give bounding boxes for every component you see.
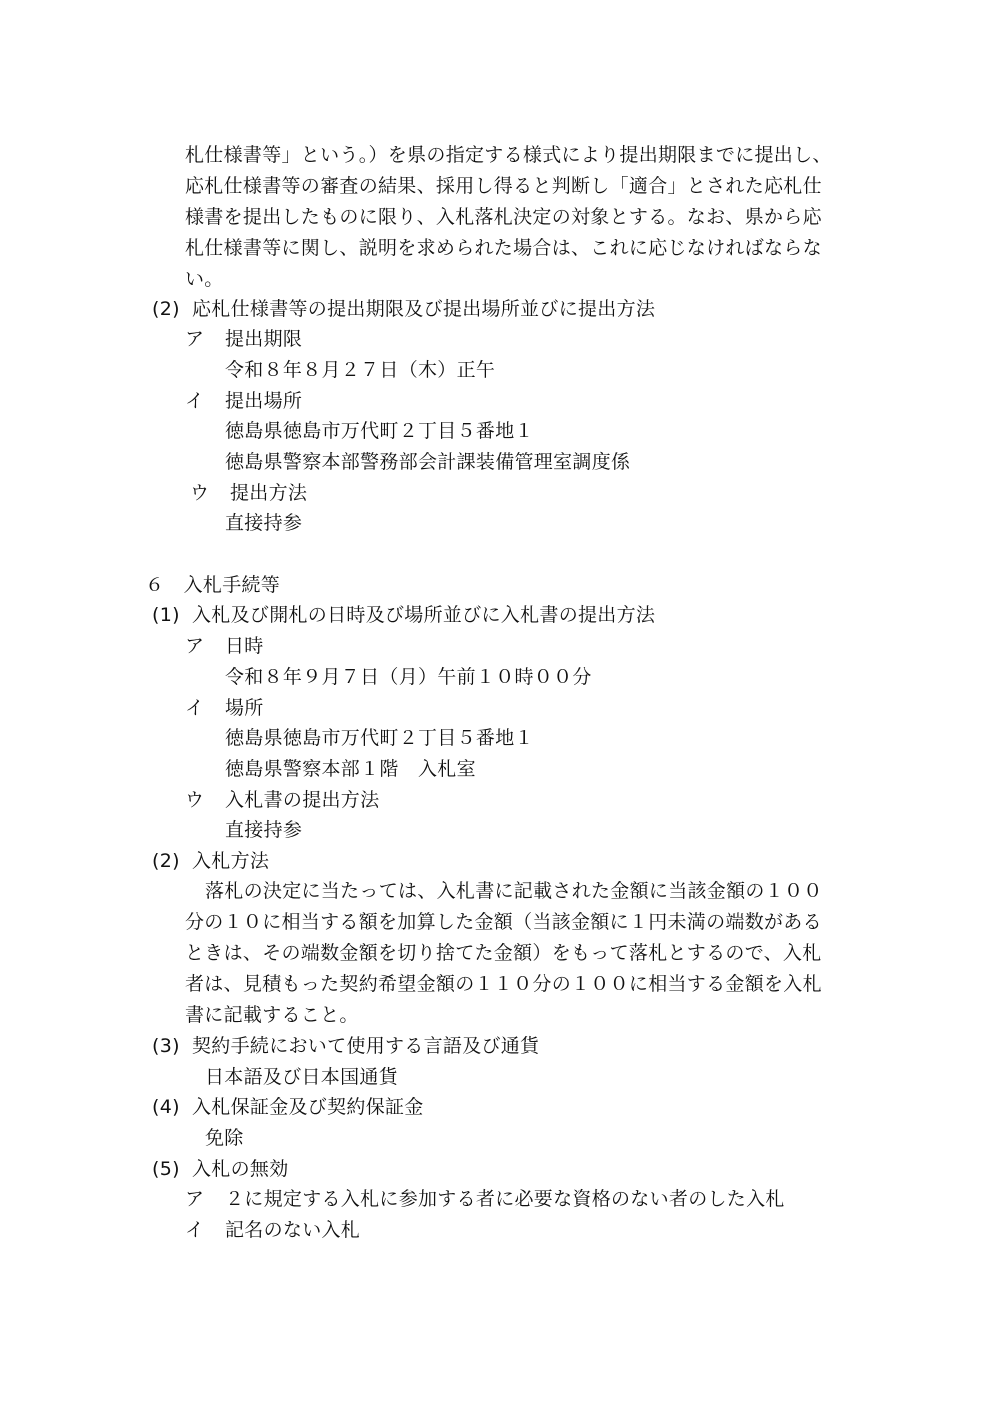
bid-method-line: 者は、見積もった契約希望金額の１１０分の１００に相当する金額を入札 [185,973,822,995]
invalid-bid-item-i [185,1217,360,1243]
method-value: 直接持参 [225,512,303,534]
section-6-1-heading [152,602,655,628]
section-title: 契約手続において使用する言語及び通貨 [192,1035,540,1057]
place-room: 徳島県警察本部１階 入札室 [225,758,476,780]
item-i-heading [185,695,264,721]
section-number: (2) [152,850,180,872]
section-6-5-heading [152,1156,289,1182]
place-office: 徳島県警察本部警務部会計課装備管理室調度係 [225,451,631,473]
section-6-4-heading [152,1094,424,1120]
intro-line: 札仕様書等」という。）を県の指定する様式により提出期限までに提出し、 [185,144,832,166]
bid-method-line: ときは、その端数金額を切り捨てた金額）をもって落札とするので、入札 [185,942,822,964]
item-marker: イ [185,697,205,719]
item-i-heading [185,388,302,414]
bid-method-line: 分の１０に相当する額を加算した金額（当該金額に１円未満の端数がある [185,911,822,933]
section-6-3-heading [152,1033,539,1059]
item-title: 場所 [225,697,264,719]
bid-method-line: 書に記載すること。 [185,1004,359,1026]
item-u-heading [190,480,307,506]
place-address: 徳島県徳島市万代町２丁目５番地１ [225,727,534,749]
item-title: 提出期限 [225,328,303,350]
section-number: (4) [152,1096,180,1118]
item-marker: ア [185,328,205,350]
item-marker: イ [185,390,205,412]
intro-line: い。 [185,268,224,290]
intro-line: 様書を提出したものに限り、入札落札決定の対象とする。なお、県から応 [185,206,822,228]
item-title: 日時 [225,635,264,657]
item-text: 記名のない入札 [225,1219,361,1241]
section-title: 入札の無効 [192,1158,289,1180]
item-title: 提出場所 [225,390,303,412]
invalid-bid-item-a [185,1186,785,1212]
item-marker: イ [185,1219,205,1241]
section-6-heading: ６ 入札手続等 [145,574,281,596]
language-currency-value: 日本語及び日本国通貨 [205,1066,399,1088]
intro-line: 札仕様書等に関し、説明を求められた場合は、これに応じなければならな [185,237,822,259]
deadline-value: 令和８年８月２７日（木）正午 [225,359,496,381]
item-u-heading [185,787,379,813]
item-marker: ウ [185,789,205,811]
intro-line: 応札仕様書等の審査の結果、採用し得ると判断し「適合」とされた応札仕 [185,175,822,197]
item-text: ２に規定する入札に参加する者に必要な資格のない者のした入札 [225,1188,785,1210]
section-title: 入札保証金及び契約保証金 [192,1096,424,1118]
section-number: (1) [152,604,180,626]
item-marker: ウ [190,482,210,504]
datetime-value: 令和８年９月７日（月）午前１０時００分 [225,666,592,688]
section-number: (2) [152,298,180,320]
section-6-2-heading [152,848,269,874]
place-address: 徳島県徳島市万代町２丁目５番地１ [225,420,534,442]
item-marker: ア [185,1188,205,1210]
section-title: 入札及び開札の日時及び場所並びに入札書の提出方法 [192,604,656,626]
item-a-heading [185,326,302,352]
section-title: 入札方法 [192,850,270,872]
method-value: 直接持参 [225,819,303,841]
item-marker: ア [185,635,205,657]
section-title: 応札仕様書等の提出期限及び提出場所並びに提出方法 [192,298,656,320]
item-title: 入札書の提出方法 [225,789,380,811]
item-a-heading [185,633,264,659]
bid-method-line: 落札の決定に当たっては、入札書に記載された金額に当該金額の１００ [205,880,823,902]
section-number: (5) [152,1158,180,1180]
item-title: 提出方法 [230,482,308,504]
section-5-2-heading [152,296,655,322]
deposit-value: 免除 [205,1127,244,1149]
section-number: (3) [152,1035,180,1057]
